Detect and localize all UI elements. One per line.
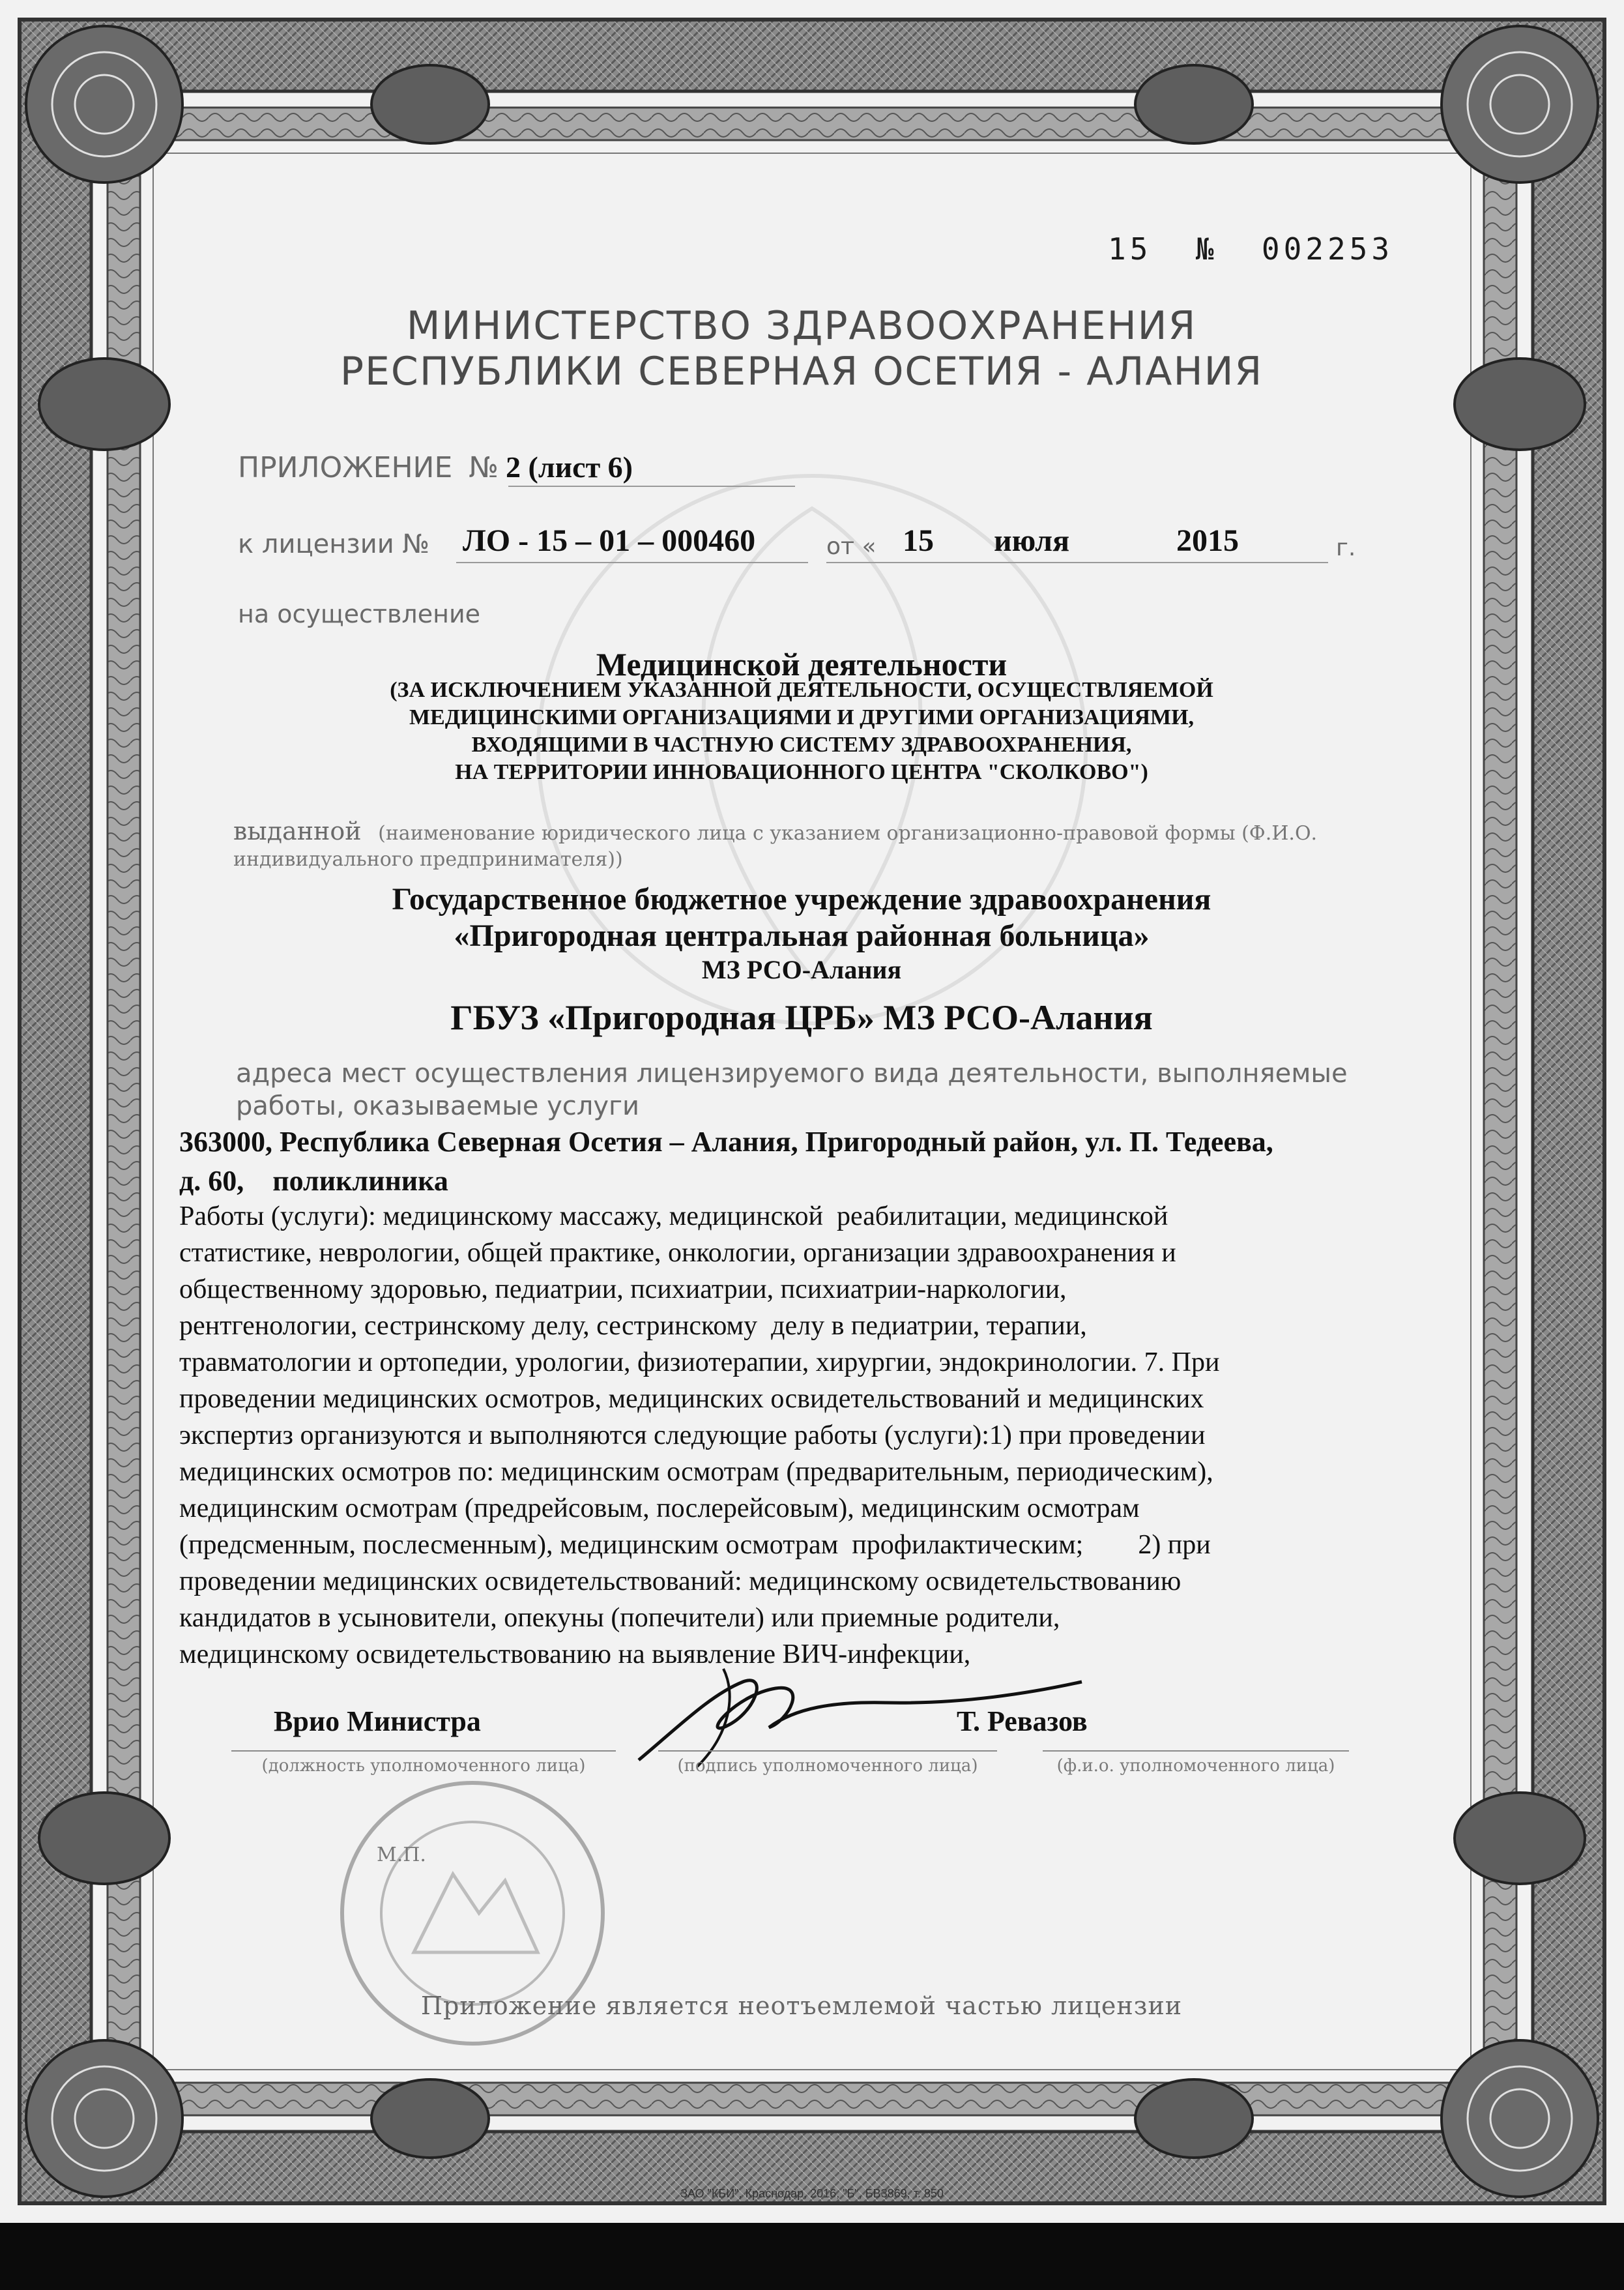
license-number: ЛО - 15 – 01 – 000460	[463, 523, 756, 558]
works-line: медицинских осмотров по: медицинским осмотрам (предварительным, периодическим),	[179, 1457, 1213, 1487]
appendix-label: ПРИЛОЖЕНИЕ	[238, 451, 453, 484]
issued-hint-line2: индивидуального предпринимателя))	[233, 848, 623, 871]
serial-series: 15	[1108, 231, 1152, 267]
license-from-label: от «	[826, 533, 877, 560]
works-line: Работы (услуги): медицинскому массажу, медицинской реабилитации, медицинской	[179, 1201, 1168, 1231]
works-line: проведении медицинских осмотров, медицинских освидетельствований и медицинских	[179, 1384, 1204, 1414]
serial-number-value: 002253	[1261, 231, 1394, 267]
position-caption: (должность уполномоченного лица)	[261, 1756, 586, 1776]
license-year-suffix: г.	[1336, 535, 1356, 561]
ministry-title-line1: МИНИСТЕРСТВО ЗДРАВООХРАНЕНИЯ	[406, 303, 1197, 349]
addresses-label-line2: работы, оказываемые услуги	[236, 1091, 640, 1121]
organization-name-line: «Пригородная центральная районная больница»	[454, 918, 1150, 953]
signatory-name: Т. Ревазов	[957, 1705, 1088, 1737]
activity-detail-line: МЕДИЦИНСКИМИ ОРГАНИЗАЦИЯМИ И ДРУГИМИ ОРГАНИЗАЦИЯМИ,	[409, 705, 1195, 729]
stamp-placeholder-label: М.П.	[377, 1843, 426, 1866]
activity-detail-line: (ЗА ИСКЛЮЧЕНИЕМ УКАЗАННОЙ ДЕЯТЕЛЬНОСТИ, ОСУЩЕСТВЛЯЕМОЙ	[390, 678, 1213, 702]
works-line: проведении медицинских освидетельствований: медицинскому освидетельствованию	[179, 1566, 1182, 1596]
license-month: июля	[994, 523, 1070, 558]
ministry-title-line2: РЕСПУБЛИКИ СЕВЕРНАЯ ОСЕТИЯ - АЛАНИЯ	[340, 349, 1264, 394]
address-line1: 363000, Республика Северная Осетия – Алания, Пригородный район, ул. П. Тедеева,	[179, 1126, 1273, 1158]
works-line: кандидатов в усыновители, опекуны (попечители) или приемные родители,	[179, 1603, 1060, 1633]
handwritten-signature	[626, 1656, 1095, 1773]
works-line: травматологии и ортопедии, урологии, физиотерапии, хирургии, эндокринологии. 7. При	[179, 1347, 1220, 1377]
serial-number	[1108, 231, 1393, 267]
appendix-row	[238, 450, 633, 484]
works-line: экспертиз организуются и выполняются следующие работы (услуги):1) при проведении	[179, 1420, 1206, 1450]
address-block	[179, 1123, 1443, 1201]
signature-underline	[658, 1750, 997, 1752]
activity-title: Медицинской деятельности	[596, 646, 1008, 683]
license-label: к лицензии №	[238, 529, 430, 559]
activity-detail-line: НА ТЕРРИТОРИИ ИННОВАЦИОННОГО ЦЕНТРА "СКОЛКОВО")	[455, 760, 1148, 784]
signatory-position: Врио Министра	[274, 1705, 481, 1737]
appendix-number-sign: №	[469, 451, 499, 484]
addresses-label	[236, 1057, 1357, 1123]
organization-name-line: Государственное бюджетное учреждение здравоохранения	[392, 882, 1211, 917]
works-line: статистике, неврологии, общей практике, онкологии, организации здравоохранения и	[179, 1238, 1176, 1268]
license-number-underline	[456, 562, 808, 563]
issued-hint-line1: (наименование юридического лица с указанием организационно-правовой формы (Ф.И.О.	[378, 822, 1318, 845]
name-caption: (ф.и.о. уполномоченного лица)	[1056, 1756, 1335, 1776]
works-line: (предсменным, послесменным), медицинским осмотрам профилактическим; 2) при	[179, 1530, 1211, 1560]
activity-label: на осуществление	[238, 600, 481, 628]
appendix-underline	[508, 486, 795, 487]
appendix-value: 2 (лист 6)	[506, 450, 633, 484]
works-list	[179, 1198, 1443, 1673]
issued-organization	[196, 881, 1408, 986]
position-underline	[231, 1750, 616, 1752]
works-line: рентгенологии, сестринскому делу, сестринскому делу в педиатрии, терапии,	[179, 1311, 1087, 1341]
license-date-underline	[826, 562, 1328, 563]
addresses-label-line1: адреса мест осуществления лицензируемого вида деятельности, выполняемые	[236, 1059, 1348, 1089]
name-underline	[1043, 1750, 1349, 1752]
works-line: медицинским осмотрам (предрейсовым, послерейсовым), медицинским осмотрам	[179, 1493, 1140, 1523]
works-line: медицинскому освидетельствованию на выявление ВИЧ-инфекции,	[179, 1639, 971, 1669]
serial-number-sign: №	[1195, 231, 1218, 267]
address-line2: д. 60, поликлиника	[179, 1165, 448, 1197]
license-day: 15	[903, 523, 934, 558]
footer-note: Приложение является неотъемлемой частью лицензии	[420, 1991, 1183, 2020]
organization-name-line: МЗ РСО-Алания	[701, 955, 902, 984]
activity-detail-line: ВХОДЯЩИМИ В ЧАСТНУЮ СИСТЕМУ ЗДРАВООХРАНЕНИЯ,	[471, 733, 1132, 757]
license-year: 2015	[1176, 523, 1239, 558]
activity-details	[196, 677, 1408, 786]
issued-hint	[233, 818, 1354, 873]
printer-imprint: ЗАО "КБИ", Краснодар, 2016, "Б", БВ3869, т. 850	[680, 2187, 944, 2200]
organization-short-name: ГБУЗ «Пригородная ЦРБ» МЗ РСО-Алания	[450, 998, 1153, 1037]
signature-caption: (подпись уполномоченного лица)	[677, 1756, 978, 1776]
issued-label: выданной	[233, 817, 362, 845]
works-line: общественному здоровью, педиатрии, психиатрии, психиатрии-наркологии,	[179, 1274, 1067, 1304]
